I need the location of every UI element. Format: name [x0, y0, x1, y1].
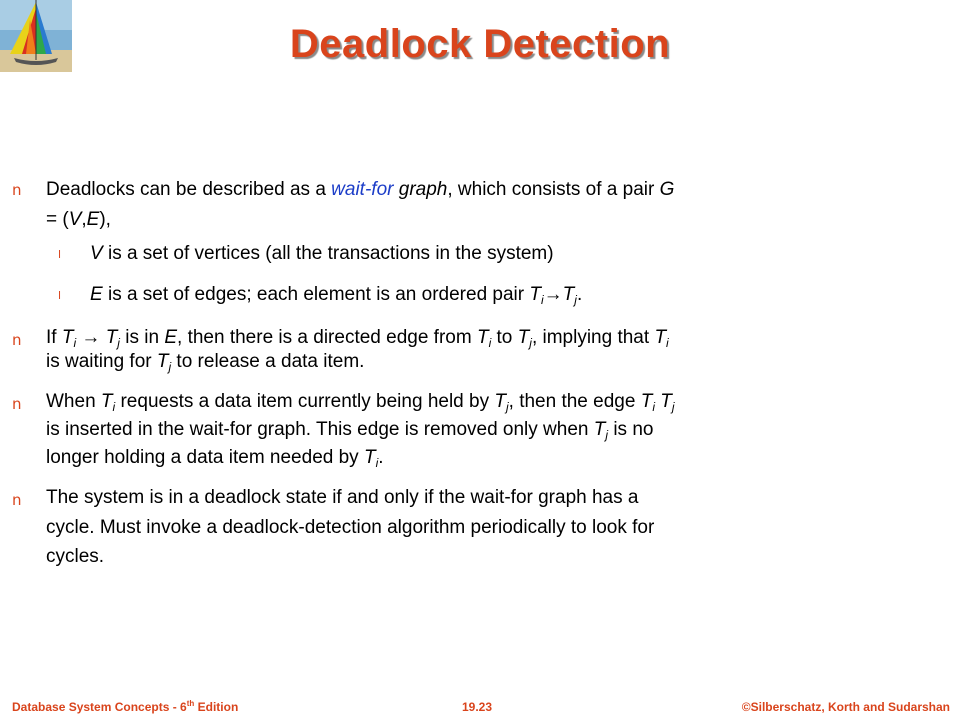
bullet-marker: n [12, 491, 22, 509]
bullet-3-line-2: is inserted in the wait-for graph. This edge is removed only when $T_j$ is no [46, 419, 654, 442]
subbullet-marker: l [58, 248, 62, 261]
footer-page-number: 19.23 [462, 700, 493, 714]
subbullet-marker: l [58, 289, 62, 302]
bullet-3-line-1: When $T_i$ requests a data item currently being held by $T_j$, then the edge $T_i$ $T_j$ [46, 391, 675, 414]
bullet-marker: n [12, 181, 22, 199]
bullet-1-line-1: Deadlocks can be described as a wait-for graph, which consists of a pair G [46, 179, 675, 200]
subbullet-1: V is a set of vertices (all the transactions in the system) [90, 243, 554, 264]
bullet-2-line-1: If $T_i \to T_j$ is in E, then there is a directed edge from $T_i$ to $T_j$, implying that $T_i$ [46, 327, 669, 350]
bullet-3-line-3: longer holding a data item needed by $T_i$. [46, 447, 384, 470]
bullet-1-line-2: = (V,E), [46, 209, 111, 230]
slide-title: Deadlock Detection [289, 22, 671, 66]
bullet-marker: n [12, 395, 22, 413]
bullet-2-line-2: is waiting for $T_j$ to release a data item. [46, 351, 365, 374]
footer-book-title: Database System Concepts - 6th Edition [12, 699, 239, 714]
bullet-4-line-2: cycle. Must invoke a deadlock-detection algorithm periodically to look for [46, 517, 655, 538]
bullet-marker: n [12, 331, 22, 349]
subbullet-2: E is a set of edges; each element is an ordered pair $T_i\to T_j$. [90, 284, 583, 307]
footer-copyright: ©Silberschatz, Korth and Sudarshan [741, 700, 950, 714]
bullet-4-line-1: The system is in a deadlock state if and only if the wait-for graph has a [46, 487, 639, 508]
bullet-4-line-3: cycles. [46, 546, 105, 567]
